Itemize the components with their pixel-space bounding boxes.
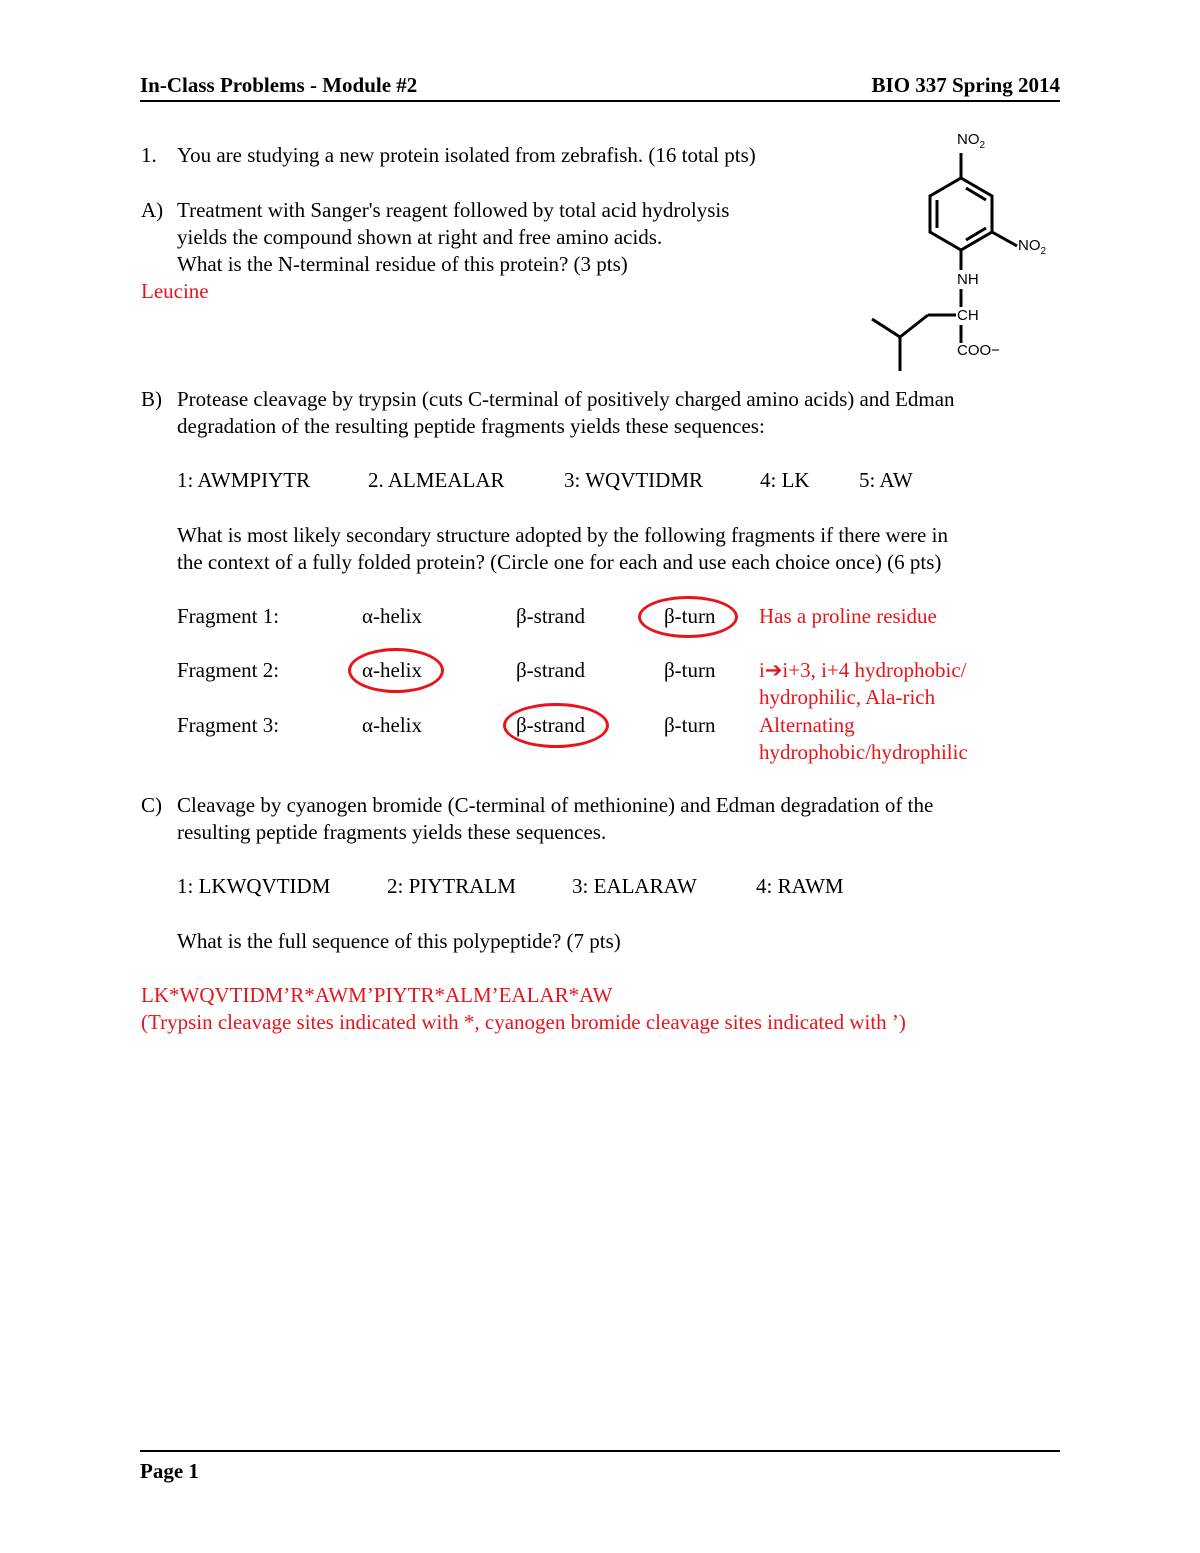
header-title: In-Class Problems - Module #2 xyxy=(140,73,418,97)
part-a-label: A) xyxy=(141,198,164,222)
part-a-line3: What is the N-terminal residue of this protein? (3 pts) xyxy=(177,252,628,276)
fragment-1-note: Has a proline residue xyxy=(759,604,937,628)
fragment-2-option-helix[interactable]: α-helix xyxy=(362,658,422,682)
part-c-line2: resulting peptide fragments yields these sequences. xyxy=(177,820,607,844)
page-number: Page 1 xyxy=(140,1459,199,1483)
fragment-1-option-helix[interactable]: α-helix xyxy=(362,604,422,628)
part-b-line2: degradation of the resulting peptide fragments yields these sequences: xyxy=(177,414,765,438)
coo-label: COO− xyxy=(957,342,1000,359)
part-b-question1: What is most likely secondary structure adopted by the following fragments if there were in xyxy=(177,523,948,547)
part-a-line2: yields the compound shown at right and free amino acids. xyxy=(177,225,663,249)
cnbr-seq-3: 3: EALARAW xyxy=(572,874,697,898)
footer-rule xyxy=(140,1450,1060,1452)
part-b-question2: the context of a fully folded protein? (Circle one for each and use each choice once) (6 pts) xyxy=(177,550,942,574)
fragment-3-option-helix[interactable]: α-helix xyxy=(362,713,422,737)
q1-number: 1. xyxy=(141,143,157,167)
part-c-label: C) xyxy=(141,793,162,817)
part-b-label: B) xyxy=(141,387,162,411)
no2-top-label: $NO_2$ xyxy=(957,131,986,151)
trypsin-seq-2: 2. ALMEALAR xyxy=(368,468,505,492)
fragment-3-note-line1: Alternating xyxy=(759,713,855,737)
nh-label: NH xyxy=(957,271,979,288)
part-c-line1: Cleavage by cyanogen bromide (C-terminal of methionine) and Edman degradation of the xyxy=(177,793,934,817)
fragment-3-option-turn[interactable]: β-turn xyxy=(664,713,716,737)
fragment-3-label: Fragment 3: xyxy=(177,713,280,737)
header-rule xyxy=(140,100,1060,102)
part-c-answer-note: (Trypsin cleavage sites indicated with *, cyanogen bromide cleavage sites indicated with ’) xyxy=(141,1010,906,1034)
fragment-2-note-line2: hydrophilic, Ala-rich xyxy=(759,685,936,709)
fragment-1-label: Fragment 1: xyxy=(177,604,280,628)
dnp-leucine-structure xyxy=(860,125,1060,380)
part-c-question: What is the full sequence of this polypeptide? (7 pts) xyxy=(177,929,621,953)
fragment-3-note-line2: hydrophobic/hydrophilic xyxy=(759,740,968,764)
fragment-1-option-turn[interactable]: β-turn xyxy=(664,604,716,628)
fragment-2-option-turn[interactable]: β-turn xyxy=(664,658,716,682)
fragment-3-answer-circle xyxy=(503,703,609,748)
q1-text: You are studying a new protein isolated from zebrafish. (16 total pts) xyxy=(177,143,756,167)
cnbr-seq-4: 4: RAWM xyxy=(756,874,844,898)
trypsin-seq-4: 4: LK xyxy=(760,468,810,492)
cnbr-seq-2: 2: PIYTRALM xyxy=(387,874,516,898)
trypsin-seq-1: 1: AWMPIYTR xyxy=(177,468,311,492)
fragment-1-answer-circle xyxy=(638,596,738,638)
no2-side-label: $NO_2$ xyxy=(1018,237,1047,257)
fragment-2-note-line1: i➔i+3, i+4 hydrophobic/ xyxy=(759,658,967,682)
cnbr-seq-1: 1: LKWQVTIDM xyxy=(177,874,331,898)
fragment-3-option-strand[interactable]: β-strand xyxy=(516,713,585,737)
header-course: BIO 337 Spring 2014 xyxy=(871,73,1060,97)
part-b-line1: Protease cleavage by trypsin (cuts C-terminal of positively charged amino acids) and Edman xyxy=(177,387,955,411)
part-a-answer: Leucine xyxy=(141,279,209,303)
fragment-1-option-strand[interactable]: β-strand xyxy=(516,604,585,628)
fragment-2-label: Fragment 2: xyxy=(177,658,280,682)
part-c-answer: LK*WQVTIDM’R*AWM’PIYTR*ALM’EALAR*AW xyxy=(141,983,613,1007)
part-a-line1: Treatment with Sanger's reagent followed by total acid hydrolysis xyxy=(177,198,730,222)
trypsin-seq-3: 3: WQVTIDMR xyxy=(564,468,704,492)
fragment-2-answer-circle xyxy=(348,648,444,693)
trypsin-seq-5: 5: AW xyxy=(859,468,913,492)
fragment-2-option-strand[interactable]: β-strand xyxy=(516,658,585,682)
ch-label: CH xyxy=(957,307,979,324)
